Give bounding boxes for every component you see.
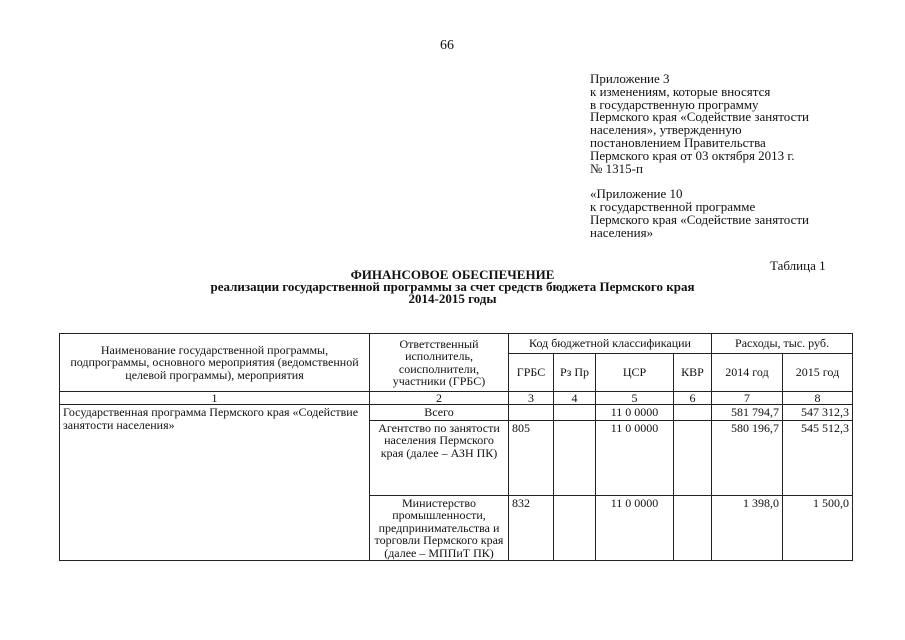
col-number: 6 [674,392,712,405]
csr-cell: 11 0 0000 [596,495,674,561]
col-number: 5 [596,392,674,405]
appendix-line: в государственную программу [590,96,759,112]
appendix-line: «Приложение 10 [590,186,683,202]
appendix-line: населения», утвержденную [590,122,742,138]
appendix-line: к государственной программе [590,199,756,215]
y2015-cell: 545 512,3 [783,420,853,495]
table-row [60,405,853,421]
header-expenses-group: Расходы, тыс. руб. [712,334,853,354]
header-name: Наименование государственной программы, подпрограммы, основного мероприятия (ведомственной целевой программы), мероприятия [60,334,370,392]
rzpr-cell [554,495,596,561]
header-grbs: ГРБС [509,354,554,392]
appendix-line: Пермского края «Содействие занятости [590,211,809,227]
header-kvr: КВР [674,354,712,392]
grbs-cell: 805 [509,420,554,495]
header-code-group: Код бюджетной классификации [509,334,712,354]
executor-cell: Агентство по занятости населения Пермского края (далее – АЗН ПК) [370,420,509,495]
document-title [0,269,905,305]
col-number: 8 [783,392,853,405]
y2015-cell: 547 312,3 [783,405,853,421]
y2014-cell: 580 196,7 [712,420,783,495]
csr-cell: 11 0 0000 [596,420,674,495]
appendix-line: к изменениям, которые вносятся [590,83,771,99]
executor-cell: Министерство промышленности, предпринимательства и торговли Пермского края (далее – МППиТ ПК) [370,495,509,561]
header-rzpr: Рз Пр [554,354,596,392]
executor-cell: Всего [370,405,509,421]
y2014-cell: 581 794,7 [712,405,783,421]
appendix-line: Пермского края от 03 октября 2013 г. [590,147,795,163]
rzpr-cell [554,420,596,495]
header-executor: Ответственный исполнитель, соисполнители, участники (ГРБС) [370,334,509,392]
grbs-cell [509,405,554,421]
header-csr: ЦСР [596,354,674,392]
appendix-line: Пермского края «Содействие занятости [590,109,809,125]
csr-cell: 11 0 0000 [596,405,674,421]
kvr-cell [674,495,712,561]
appendix-line: № 1315-п [590,160,643,176]
kvr-cell [674,420,712,495]
appendix-line: Приложение 3 [590,71,670,86]
y2014-cell: 1 398,0 [712,495,783,561]
finance-table [59,333,853,561]
header-2015: 2015 год [783,354,853,392]
col-number: 2 [370,392,509,405]
grbs-cell: 832 [509,495,554,561]
col-number: 3 [509,392,554,405]
col-number: 1 [60,392,370,405]
program-name-cell: Государственная программа Пермского края «Содействие занятости населения» [60,405,370,561]
table-label: Таблица 1 [770,258,826,273]
title-line-2: реализации государственной программы за счет средств бюджета Пермского края [210,279,695,294]
title-line-3: 2014-2015 годы [408,291,497,306]
col-number: 7 [712,392,783,405]
appendix-line: населения» [590,224,654,240]
col-number: 4 [554,392,596,405]
kvr-cell [674,405,712,421]
appendix-block [590,73,809,240]
y2015-cell: 1 500,0 [783,495,853,561]
appendix-line: постановлением Правительства [590,134,766,150]
page-number: 66 [440,38,454,53]
rzpr-cell [554,405,596,421]
title-line-1: ФИНАНСОВОЕ ОБЕСПЕЧЕНИЕ [350,267,555,282]
header-2014: 2014 год [712,354,783,392]
